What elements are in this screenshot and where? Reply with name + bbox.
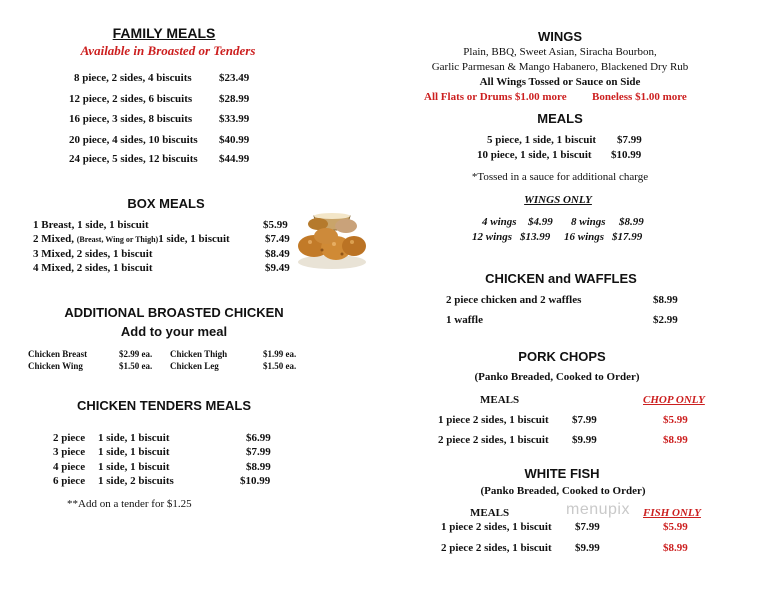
price: $2.99 (653, 314, 678, 326)
price: $28.99 (219, 93, 250, 105)
price: $7.99 (246, 446, 271, 458)
price: $5.99 (263, 219, 288, 231)
wings-title: WINGS (537, 29, 583, 44)
list-item: 12 wings (472, 231, 513, 243)
list-item: 2 piece 2 sides, 1 biscuit (438, 434, 549, 446)
pork-meals-label: MEALS (480, 394, 520, 406)
price: $6.99 (246, 432, 271, 444)
price: $1.99 ea. (263, 349, 297, 359)
white-fish-title: WHITE FISH (524, 466, 600, 481)
item-detail: 1 side, 1 biscuit (158, 233, 230, 245)
additional-chicken-subtitle: Add to your meal (120, 324, 228, 339)
wings-sauce-note: *Tossed in a sauce for additional charge (471, 171, 649, 183)
list-item: 10 piece, 1 side, 1 biscuit (477, 149, 592, 161)
price: $2.99 ea. (119, 349, 153, 359)
list-item: 1 Breast, 1 side, 1 biscuit (33, 219, 149, 231)
fried-chicken-photo (294, 208, 370, 272)
list-item: 2 piece (53, 432, 86, 444)
list-item: 2 piece 2 sides, 1 biscuit (441, 542, 552, 554)
tenders-note: **Add on a tender for $1.25 (67, 498, 192, 510)
pork-chops-subtitle: (Panko Breaded, Cooked to Order) (474, 371, 640, 383)
wings-flavors-line-2: Garlic Parmesan & Mango Habanero, Blackened Dry Rub (431, 61, 689, 73)
list-item: 1 piece 2 sides, 1 biscuit (438, 414, 549, 426)
list-item: 4 piece (53, 461, 86, 473)
waffles-title: CHICKEN and WAFFLES (485, 271, 637, 286)
wings-meals-title: MEALS (537, 111, 583, 126)
price: $8.49 (265, 248, 290, 260)
list-item: 3 piece (53, 446, 86, 458)
list-item: 16 wings (564, 231, 605, 243)
price: $9.49 (265, 262, 290, 274)
item-note: (Breast, Wing or Thigh) (76, 235, 159, 244)
item-detail: 1 side, 2 biscuits (98, 475, 174, 487)
list-item: 1 piece 2 sides, 1 biscuit (441, 521, 552, 533)
price: $7.99 (575, 521, 600, 533)
price: $10.99 (611, 149, 642, 161)
price: $9.99 (575, 542, 600, 554)
wings-only-title: WINGS ONLY (524, 194, 592, 206)
only-price: $8.99 (663, 434, 688, 446)
fish-only-label: FISH ONLY (643, 507, 701, 519)
only-price: $8.99 (663, 542, 688, 554)
list-item: 5 piece, 1 side, 1 biscuit (487, 134, 597, 146)
list-item: 8 wings (571, 216, 606, 228)
white-fish-subtitle: (Panko Breaded, Cooked to Order) (480, 485, 646, 497)
list-item: Chicken Leg (170, 361, 219, 371)
price: $8.99 (246, 461, 271, 473)
list-item: 3 Mixed, 2 sides, 1 biscuit (33, 248, 153, 260)
price: $7.99 (572, 414, 597, 426)
price: $7.99 (617, 134, 642, 146)
additional-chicken-title: ADDITIONAL BROASTED CHICKEN (64, 305, 284, 320)
list-item: Chicken Thigh (170, 349, 228, 359)
fish-meals-label: MEALS (470, 507, 510, 519)
menupix-watermark: menupix (566, 501, 630, 518)
box-meals-title: BOX MEALS (127, 196, 205, 211)
price: $1.50 ea. (119, 361, 153, 371)
price: $13.99 (520, 231, 551, 243)
price: $17.99 (612, 231, 643, 243)
pork-chops-title: PORK CHOPS (518, 349, 606, 364)
wings-flavors-line-1: Plain, BBQ, Sweet Asian, Siracha Bourbon, (463, 46, 657, 58)
family-meals-subtitle: Available in Broasted or Tenders (80, 43, 256, 58)
item-detail: 1 side, 1 biscuit (98, 461, 170, 473)
only-price: $5.99 (663, 521, 688, 533)
list-item: 12 piece, 2 sides, 6 biscuits (69, 93, 193, 105)
item-label: 2 Mixed, (33, 233, 74, 245)
list-item: 24 piece, 5 sides, 12 biscuits (69, 153, 198, 165)
wings-boneless-upcharge: Boneless $1.00 more (592, 91, 687, 103)
chop-only-label: CHOP ONLY (643, 394, 705, 406)
tenders-title: CHICKEN TENDERS MEALS (76, 398, 252, 413)
list-item: Chicken Breast (28, 349, 88, 359)
wings-flats-upcharge: All Flats or Drums $1.00 more (424, 91, 567, 103)
list-item (33, 233, 230, 245)
list-item: 20 piece, 4 sides, 10 biscuits (69, 134, 198, 146)
list-item: 16 piece, 3 sides, 8 biscuits (69, 113, 193, 125)
item-detail: 1 side, 1 biscuit (98, 446, 170, 458)
list-item: 4 wings (482, 216, 517, 228)
family-meals-title: FAMILY MEALS (112, 25, 216, 41)
price: $8.99 (653, 294, 678, 306)
price: $8.99 (619, 216, 644, 228)
price: $23.49 (219, 72, 250, 84)
list-item: 2 piece chicken and 2 waffles (446, 294, 582, 306)
price: $10.99 (240, 475, 271, 487)
list-item: Chicken Wing (28, 361, 83, 371)
list-item: 8 piece, 2 sides, 4 biscuits (74, 72, 192, 84)
list-item: 6 piece (53, 475, 86, 487)
item-detail: 1 side, 1 biscuit (98, 432, 170, 444)
list-item: 4 Mixed, 2 sides, 1 biscuit (33, 262, 153, 274)
wings-tossed-note: All Wings Tossed or Sauce on Side (479, 76, 641, 88)
price: $40.99 (219, 134, 250, 146)
price: $4.99 (528, 216, 553, 228)
list-item: 1 waffle (446, 314, 483, 326)
only-price: $5.99 (663, 414, 688, 426)
price: $44.99 (219, 153, 250, 165)
price: $33.99 (219, 113, 250, 125)
price: $1.50 ea. (263, 361, 297, 371)
price: $7.49 (265, 233, 290, 245)
price: $9.99 (572, 434, 597, 446)
